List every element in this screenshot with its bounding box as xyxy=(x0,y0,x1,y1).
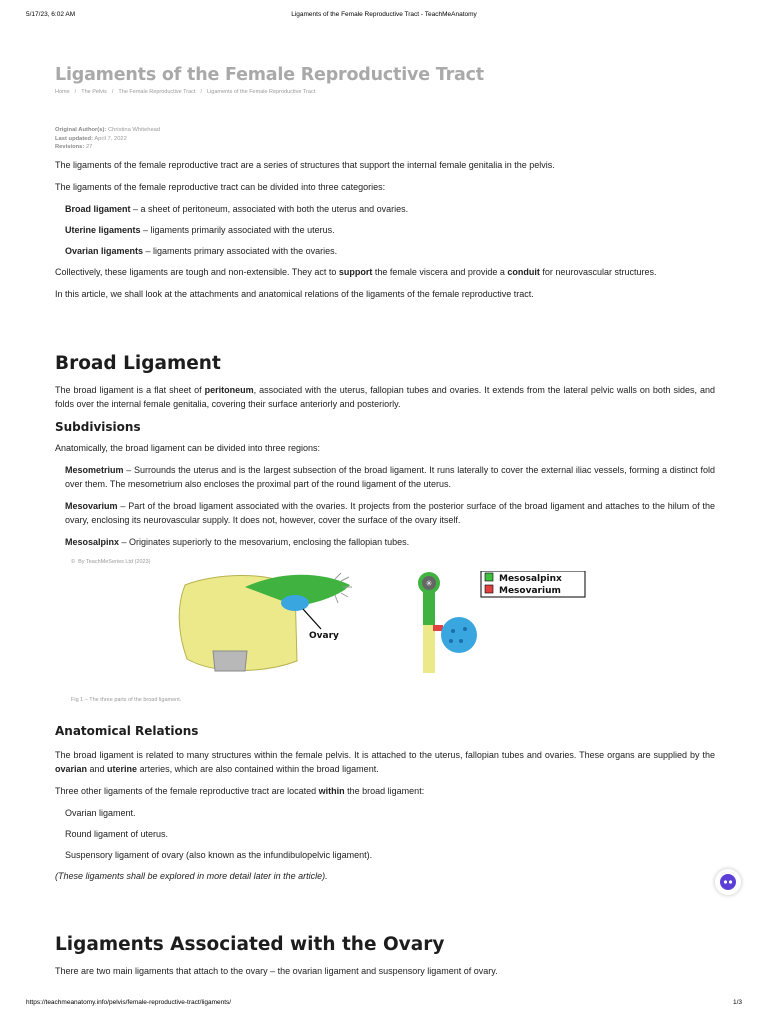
ovary-pointer xyxy=(303,609,321,629)
intro-paragraph xyxy=(55,265,715,279)
intro-paragraph: In this article, we shall look at the attachments and anatomical relations of the ligaments of the female reproductive tract. xyxy=(55,288,534,299)
text-run: and xyxy=(87,763,108,774)
subdivisions-paragraph: Anatomically, the broad ligament can be divided into three regions: xyxy=(55,442,320,453)
relations-paragraph xyxy=(55,748,715,776)
article xyxy=(55,64,715,978)
meta-revisions-label: Revisions: xyxy=(55,144,85,150)
text-run: arteries, which are also contained within the broad ligament. xyxy=(137,763,379,774)
breadcrumb-separator: / xyxy=(111,89,114,95)
article-meta xyxy=(55,126,715,152)
figure-broad-ligament xyxy=(55,549,715,711)
text-run-bold: peritoneum xyxy=(204,384,254,395)
legend-swatch-mesosalpinx xyxy=(485,573,493,581)
ovary-section xyxy=(441,617,477,653)
vagina-shape xyxy=(213,651,247,671)
print-header xyxy=(26,11,742,21)
breadcrumb-separator: / xyxy=(74,89,77,95)
list-item-term: Broad ligament xyxy=(65,203,131,214)
list-item xyxy=(55,535,715,549)
list-item-desc: – Originates superiorly to the mesovarium, enclosing the fallopian tubes. xyxy=(119,536,410,547)
list-item-term: Mesovarium xyxy=(65,500,118,511)
chat-icon xyxy=(719,873,737,891)
mesovarium-strip xyxy=(433,625,443,631)
text-run-bold: uterine xyxy=(107,763,138,774)
text-run: Three other ligaments of the female reproductive tract are located xyxy=(55,785,319,796)
subsection-title-subdivisions: Subdivisions xyxy=(55,419,141,434)
intro-paragraph: The ligaments of the female reproductive tract are a series of structures that support the internal female genitalia in the pelvis. xyxy=(55,159,555,170)
breadcrumb-female-reproductive-tract[interactable]: The Female Reproductive Tract xyxy=(118,89,196,95)
list-item: Round ligament of uterus. xyxy=(65,828,169,839)
list-item-desc: – Part of the broad ligament associated with the ovaries. It projects from the posterior surface of the broad ligament and attaches to the hilum of the ovary, enclosing its neurovascular supply. It does not, however, cover the surface of the ovary itself. xyxy=(65,500,715,525)
print-page-number: 1/3 xyxy=(732,999,742,1006)
text-run: for neurovascular structures. xyxy=(539,266,657,277)
list-item-desc: – a sheet of peritoneum, associated with both the uterus and ovaries. xyxy=(130,203,409,214)
relations-paragraph xyxy=(55,784,715,798)
list-item: Ovarian ligament. xyxy=(65,807,136,818)
breadcrumb-pelvis[interactable]: The Pelvis xyxy=(81,89,107,95)
list-item: Suspensory ligament of ovary (also known as the infundibulopelvic ligament). xyxy=(65,849,373,860)
intro-paragraph: The ligaments of the female reproductive tract can be divided into three categories: xyxy=(55,181,386,192)
list-item-desc: – Surrounds the uterus and is the largest subsection of the broad ligament. It runs laterally to cover the external iliac vessels, forming a distinct fold over them. The mesometrium also encloses the proximal part of the round ligament of the uterus. xyxy=(65,464,715,489)
list-item-term: Mesosalpinx xyxy=(65,536,120,547)
relations-note: (These ligaments shall be explored in more detail later in the article). xyxy=(55,870,328,881)
page-title: Ligaments of the Female Reproductive Tract xyxy=(55,65,484,85)
breadcrumb-separator: / xyxy=(200,89,202,95)
broad-ligament-illustration xyxy=(175,571,595,683)
text-run: The broad ligament is related to many structures within the female pelvis. It is attached to the uterus, fallopian tubes and ovaries. These organs are supplied by the xyxy=(55,749,715,760)
text-run: Collectively, these ligaments are tough and non-extensible. They act to xyxy=(55,266,339,277)
breadcrumb-home[interactable]: Home xyxy=(55,89,70,95)
meta-author xyxy=(55,126,715,135)
author-link[interactable]: Christina Whitehead xyxy=(107,127,161,133)
print-footer xyxy=(26,999,742,1009)
legend-swatch-mesovarium xyxy=(485,585,493,593)
chat-widget-button[interactable] xyxy=(715,869,741,895)
list-item xyxy=(55,463,715,491)
list-item xyxy=(55,499,715,527)
copyright-text: By TeachMeSeries Ltd (2023) xyxy=(78,558,151,565)
figure-copyright xyxy=(71,559,150,565)
meta-author-label: Original Author(s): xyxy=(55,127,107,133)
revisions-link[interactable]: 27 xyxy=(85,144,93,150)
tube-lumen-icon: ✳ xyxy=(425,578,433,588)
list-item-term: Ovarian ligaments xyxy=(65,245,144,256)
breadcrumb-current: Ligaments of the Female Reproductive Tract xyxy=(207,89,316,95)
text-run: The broad ligament is a flat sheet of xyxy=(55,384,205,395)
broad-paragraph xyxy=(55,383,715,411)
ovary-shape xyxy=(281,595,309,611)
text-run-bold: ovarian xyxy=(55,763,88,774)
section-title-ovary-ligaments: Ligaments Associated with the Ovary xyxy=(55,933,445,955)
text-run: the broad ligament: xyxy=(344,785,425,796)
text-run-bold: within xyxy=(318,785,345,796)
text-run: , associated with the uterus, fallopian tubes and ovaries. It extends from the lateral pelvic walls on both sides, and folds over the internal female genitalia, covering their surface anteriorly and posteriorly. xyxy=(55,384,715,409)
list-item-desc: – ligaments primarily associated with the uterus. xyxy=(140,224,335,235)
subsection-title-anatomical-relations: Anatomical Relations xyxy=(55,723,199,738)
breadcrumb xyxy=(55,89,715,95)
text-run-bold: support xyxy=(338,266,373,277)
list-item-term: Uterine ligaments xyxy=(65,224,141,235)
meta-updated xyxy=(55,135,715,144)
section-title-broad-ligament: Broad Ligament xyxy=(55,352,221,374)
meta-revisions xyxy=(55,143,715,152)
ovary-paragraph: There are two main ligaments that attach to the ovary – the ovarian ligament and suspensory ligament of ovary. xyxy=(55,965,498,976)
text-run-bold: conduit xyxy=(507,266,540,277)
print-doc-title: Ligaments of the Female Reproductive Tract - TeachMeAnatomy xyxy=(291,11,477,18)
list-item xyxy=(55,244,715,258)
ovary-label: Ovary xyxy=(309,630,339,641)
meta-updated-label: Last updated: xyxy=(55,135,94,142)
list-item-term: Mesometrium xyxy=(65,464,124,475)
print-url: https://teachmeanatomy.info/pelvis/female-reproductive-tract/ligaments/ xyxy=(26,999,232,1006)
legend-label-mesovarium: Mesovarium xyxy=(499,585,561,596)
meta-updated-value: April 7, 2022 xyxy=(94,135,127,142)
print-date: 5/17/23, 6:02 AM xyxy=(26,11,76,18)
figure-caption: Fig 1 – The three parts of the broad ligament. xyxy=(71,696,182,703)
copyright-icon: © xyxy=(71,558,76,565)
list-item xyxy=(55,223,715,237)
list-item-desc: – ligaments primary associated with the ovaries. xyxy=(143,245,338,256)
text-run: the female viscera and provide a xyxy=(372,266,508,277)
list-item xyxy=(55,202,715,216)
legend-label-mesosalpinx: Mesosalpinx xyxy=(499,573,562,584)
